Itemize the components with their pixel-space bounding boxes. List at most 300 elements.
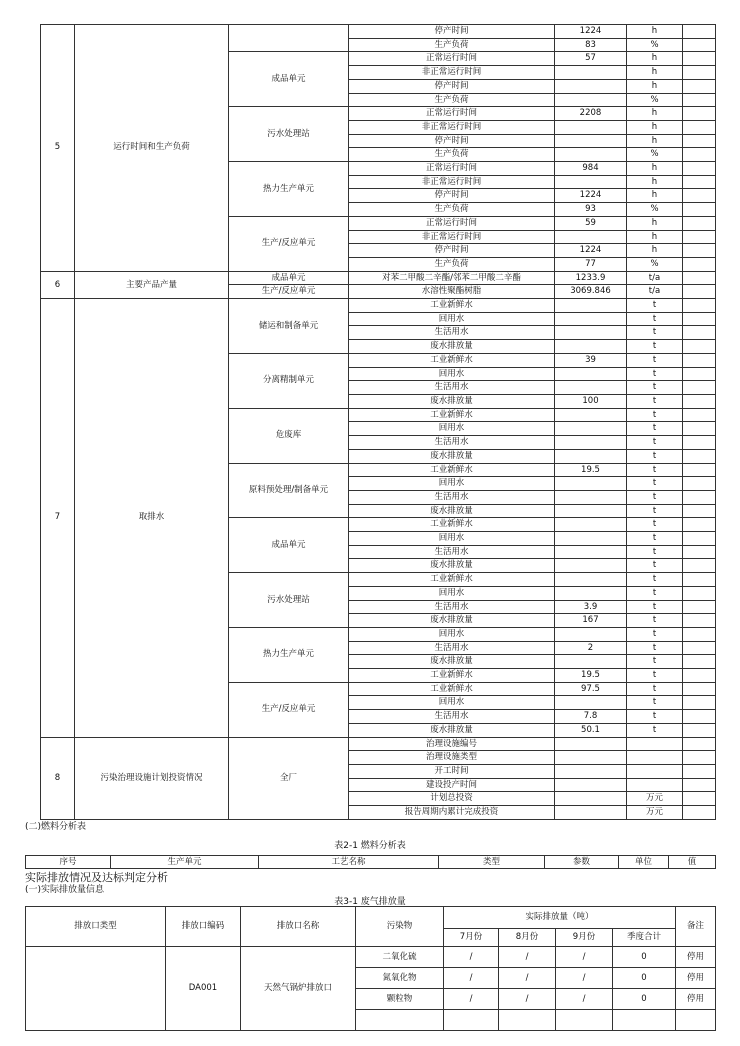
indicator-cell: 生活用水 (349, 710, 555, 724)
indicator-cell: 回用水 (349, 422, 555, 436)
unit-of-measure-cell: t (627, 299, 683, 313)
indicator-cell: 生活用水 (349, 545, 555, 559)
indicator-cell: 工业新鲜水 (349, 518, 555, 532)
table-row (41, 271, 716, 285)
note-cell (683, 545, 716, 559)
unit-of-measure-cell: t (627, 559, 683, 573)
note-cell (683, 682, 716, 696)
fuel-header-cell: 参数 (545, 856, 619, 869)
unit-of-measure-cell: t (627, 367, 683, 381)
indicator-cell: 非正常运行时间 (349, 175, 555, 189)
unit-of-measure-cell: 万元 (627, 806, 683, 820)
indicator-cell: 非正常运行时间 (349, 120, 555, 134)
seq-cell: 7 (41, 299, 75, 738)
emission-header-row-1 (26, 907, 716, 929)
unit-of-measure-cell: t (627, 326, 683, 340)
indicator-cell: 废水排放量 (349, 340, 555, 354)
indicator-cell: 废水排放量 (349, 504, 555, 518)
unit-of-measure-cell: t (627, 614, 683, 628)
note-cell (683, 737, 716, 751)
value-cell (555, 545, 627, 559)
fuel-analysis-table (25, 855, 716, 869)
note-cell (683, 66, 716, 80)
value-cell: 1224 (555, 244, 627, 258)
unit-cell: 热力生产单元 (229, 162, 349, 217)
value-cell: 50.1 (555, 723, 627, 737)
value-cell (555, 532, 627, 546)
unit-of-measure-cell: t (627, 436, 683, 450)
indicator-cell: 回用水 (349, 532, 555, 546)
unit-of-measure-cell: h (627, 216, 683, 230)
value-cell (555, 586, 627, 600)
unit-of-measure-cell: h (627, 175, 683, 189)
note-cell (683, 792, 716, 806)
indicator-cell: 停产时间 (349, 79, 555, 93)
note-cell (683, 669, 716, 683)
pollutant-cell: 二氧化硫 (356, 947, 444, 968)
indicator-cell: 生产负荷 (349, 257, 555, 271)
unit-of-measure-cell (627, 778, 683, 792)
unit-of-measure-cell: t (627, 504, 683, 518)
indicator-cell: 生产负荷 (349, 93, 555, 107)
indicator-cell: 停产时间 (349, 25, 555, 39)
unit-of-measure-cell: t (627, 641, 683, 655)
indicator-cell: 停产时间 (349, 189, 555, 203)
unit-of-measure-cell: t (627, 381, 683, 395)
unit-of-measure-cell: h (627, 52, 683, 66)
header-quarter-total: 季度合计 (613, 929, 676, 947)
unit-cell: 生产/反应单元 (229, 216, 349, 271)
unit-of-measure-cell: h (627, 66, 683, 80)
value-cell (555, 175, 627, 189)
month-9-cell: / (556, 989, 613, 1010)
fuel-table-caption: 表2-1 燃料分析表 (334, 841, 406, 851)
note-cell (683, 490, 716, 504)
value-cell (555, 312, 627, 326)
value-cell (555, 66, 627, 80)
unit-of-measure-cell: h (627, 162, 683, 176)
unit-cell (229, 25, 349, 52)
value-cell: 77 (555, 257, 627, 271)
note-cell (683, 52, 716, 66)
unit-of-measure-cell: h (627, 79, 683, 93)
indicator-cell: 生产负荷 (349, 203, 555, 217)
note-cell (683, 586, 716, 600)
pollutant-cell (356, 1010, 444, 1031)
value-cell (555, 449, 627, 463)
unit-of-measure-cell: t (627, 477, 683, 491)
indicator-cell: 工业新鲜水 (349, 408, 555, 422)
indicator-cell: 回用水 (349, 696, 555, 710)
note-cell (683, 79, 716, 93)
note-cell (683, 93, 716, 107)
value-cell: 1233.9 (555, 271, 627, 285)
emission-section-heading: 实际排放情况及达标判定分析 (25, 871, 168, 884)
note-cell (683, 299, 716, 313)
indicator-cell: 工业新鲜水 (349, 353, 555, 367)
value-cell (555, 367, 627, 381)
value-cell (555, 436, 627, 450)
month-7-cell: / (444, 968, 499, 989)
remark-cell (676, 1010, 716, 1031)
pollutant-cell: 颗粒物 (356, 989, 444, 1010)
value-cell (555, 518, 627, 532)
value-cell (555, 120, 627, 134)
indicator-cell: 正常运行时间 (349, 162, 555, 176)
month-9-cell: / (556, 968, 613, 989)
value-cell (555, 422, 627, 436)
value-cell (555, 737, 627, 751)
month-8-cell: / (499, 968, 556, 989)
month-7-cell: / (444, 947, 499, 968)
value-cell: 984 (555, 162, 627, 176)
unit-of-measure-cell: h (627, 134, 683, 148)
unit-of-measure-cell: t (627, 655, 683, 669)
value-cell: 7.8 (555, 710, 627, 724)
unit-of-measure-cell: t (627, 490, 683, 504)
unit-of-measure-cell (627, 751, 683, 765)
fuel-header-cell: 类型 (439, 856, 545, 869)
item-cell: 取排水 (75, 299, 229, 738)
outlet-type-cell (26, 947, 166, 1031)
unit-of-measure-cell: h (627, 107, 683, 121)
fuel-header-cell: 单位 (619, 856, 669, 869)
note-cell (683, 614, 716, 628)
value-cell (555, 299, 627, 313)
fuel-header-cell: 生产单元 (111, 856, 259, 869)
unit-of-measure-cell: % (627, 38, 683, 52)
unit-cell: 成品单元 (229, 52, 349, 107)
note-cell (683, 120, 716, 134)
note-cell (683, 710, 716, 724)
value-cell: 3.9 (555, 600, 627, 614)
indicator-cell: 治理设施编号 (349, 737, 555, 751)
header-month-8: 8月份 (499, 929, 556, 947)
note-cell (683, 655, 716, 669)
unit-cell: 原料预处理/制备单元 (229, 463, 349, 518)
value-cell: 93 (555, 203, 627, 217)
remark-cell: 停用 (676, 947, 716, 968)
note-cell (683, 504, 716, 518)
indicator-cell: 回用水 (349, 367, 555, 381)
header-outlet-type: 排放口类型 (26, 907, 166, 947)
indicator-cell: 废水排放量 (349, 394, 555, 408)
note-cell (683, 162, 716, 176)
note-cell (683, 244, 716, 258)
value-cell (555, 806, 627, 820)
table-row (41, 299, 716, 313)
emission-row (26, 947, 716, 968)
note-cell (683, 271, 716, 285)
note-cell (683, 751, 716, 765)
quarter-total-cell: 0 (613, 989, 676, 1010)
indicator-cell: 正常运行时间 (349, 107, 555, 121)
month-8-cell: / (499, 989, 556, 1010)
indicator-cell: 生活用水 (349, 326, 555, 340)
unit-of-measure-cell: h (627, 25, 683, 39)
value-cell: 1224 (555, 25, 627, 39)
indicator-cell: 停产时间 (349, 134, 555, 148)
note-cell (683, 394, 716, 408)
unit-of-measure-cell: % (627, 203, 683, 217)
value-cell (555, 93, 627, 107)
unit-of-measure-cell: % (627, 148, 683, 162)
note-cell (683, 367, 716, 381)
indicator-cell: 工业新鲜水 (349, 669, 555, 683)
indicator-cell: 工业新鲜水 (349, 682, 555, 696)
note-cell (683, 600, 716, 614)
value-cell (555, 778, 627, 792)
value-cell: 1224 (555, 189, 627, 203)
value-cell: 59 (555, 216, 627, 230)
note-cell (683, 353, 716, 367)
unit-of-measure-cell: h (627, 120, 683, 134)
value-cell (555, 134, 627, 148)
unit-of-measure-cell: h (627, 230, 683, 244)
quarter-total-cell (613, 1010, 676, 1031)
value-cell: 2208 (555, 107, 627, 121)
unit-of-measure-cell: t (627, 600, 683, 614)
note-cell (683, 449, 716, 463)
indicator-cell: 生活用水 (349, 600, 555, 614)
month-8-cell: / (499, 947, 556, 968)
unit-cell: 生产/反应单元 (229, 285, 349, 299)
unit-of-measure-cell: t (627, 710, 683, 724)
value-cell (555, 655, 627, 669)
note-cell (683, 230, 716, 244)
item-cell: 运行时间和生产负荷 (75, 25, 229, 272)
value-cell (555, 627, 627, 641)
note-cell (683, 723, 716, 737)
unit-of-measure-cell: h (627, 189, 683, 203)
unit-of-measure-cell: t (627, 669, 683, 683)
unit-of-measure-cell: t (627, 394, 683, 408)
month-9-cell: / (556, 947, 613, 968)
header-remark: 备注 (676, 907, 716, 947)
header-month-7: 7月份 (444, 929, 499, 947)
note-cell (683, 175, 716, 189)
value-cell (555, 696, 627, 710)
header-pollutant: 污染物 (356, 907, 444, 947)
unit-of-measure-cell (627, 764, 683, 778)
unit-of-measure-cell: t/a (627, 285, 683, 299)
emission-subheading: (一)实际排放量信息 (25, 885, 105, 895)
indicator-cell: 回用水 (349, 627, 555, 641)
indicator-cell: 正常运行时间 (349, 216, 555, 230)
indicator-cell: 正常运行时间 (349, 52, 555, 66)
table-row (41, 25, 716, 39)
header-actual-amount: 实际排放量（吨） (444, 907, 676, 929)
indicator-cell: 回用水 (349, 312, 555, 326)
note-cell (683, 532, 716, 546)
value-cell (555, 573, 627, 587)
unit-of-measure-cell: t (627, 627, 683, 641)
month-7-cell (444, 1010, 499, 1031)
indicator-cell: 非正常运行时间 (349, 230, 555, 244)
note-cell (683, 312, 716, 326)
note-cell (683, 38, 716, 52)
header-month-9: 9月份 (556, 929, 613, 947)
value-cell (555, 148, 627, 162)
fuel-table-header-row (26, 856, 716, 869)
note-cell (683, 189, 716, 203)
value-cell (555, 79, 627, 93)
remark-cell: 停用 (676, 989, 716, 1010)
note-cell (683, 203, 716, 217)
indicator-cell: 生产负荷 (349, 38, 555, 52)
note-cell (683, 408, 716, 422)
indicator-cell: 开工时间 (349, 764, 555, 778)
note-cell (683, 764, 716, 778)
unit-of-measure-cell: t (627, 696, 683, 710)
item-cell: 污染治理设施计划投资情况 (75, 737, 229, 819)
value-cell: 97.5 (555, 682, 627, 696)
unit-cell: 生产/反应单元 (229, 682, 349, 737)
unit-of-measure-cell: t (627, 408, 683, 422)
fuel-header-cell: 工艺名称 (259, 856, 439, 869)
outlet-name-cell: 天然气锅炉排放口 (241, 947, 356, 1031)
note-cell (683, 134, 716, 148)
unit-of-measure-cell: t (627, 545, 683, 559)
note-cell (683, 463, 716, 477)
value-cell (555, 504, 627, 518)
quarter-total-cell: 0 (613, 947, 676, 968)
indicator-cell: 非正常运行时间 (349, 66, 555, 80)
unit-of-measure-cell: t (627, 586, 683, 600)
unit-of-measure-cell: t (627, 312, 683, 326)
unit-cell: 成品单元 (229, 518, 349, 573)
emission-table-caption: 表3-1 废气排放量 (334, 897, 406, 907)
indicator-cell: 工业新鲜水 (349, 463, 555, 477)
note-cell (683, 778, 716, 792)
unit-of-measure-cell: t (627, 449, 683, 463)
table-row (41, 737, 716, 751)
note-cell (683, 257, 716, 271)
indicator-cell: 废水排放量 (349, 614, 555, 628)
indicator-cell: 生活用水 (349, 436, 555, 450)
value-cell: 19.5 (555, 669, 627, 683)
indicator-cell: 停产时间 (349, 244, 555, 258)
note-cell (683, 422, 716, 436)
value-cell (555, 490, 627, 504)
note-cell (683, 285, 716, 299)
unit-of-measure-cell: t (627, 723, 683, 737)
operation-info-table (40, 24, 716, 820)
unit-of-measure-cell: t (627, 353, 683, 367)
seq-cell: 8 (41, 737, 75, 819)
unit-cell: 储运和制备单元 (229, 299, 349, 354)
value-cell: 39 (555, 353, 627, 367)
value-cell (555, 751, 627, 765)
note-cell (683, 381, 716, 395)
value-cell (555, 477, 627, 491)
note-cell (683, 326, 716, 340)
unit-of-measure-cell: t (627, 532, 683, 546)
indicator-cell: 废水排放量 (349, 449, 555, 463)
note-cell (683, 806, 716, 820)
note-cell (683, 340, 716, 354)
indicator-cell: 治理设施类型 (349, 751, 555, 765)
outlet-code-cell: DA001 (166, 947, 241, 1031)
value-cell: 83 (555, 38, 627, 52)
note-cell (683, 559, 716, 573)
note-cell (683, 641, 716, 655)
unit-of-measure-cell: t (627, 518, 683, 532)
fuel-header-cell: 序号 (26, 856, 111, 869)
note-cell (683, 436, 716, 450)
value-cell (555, 559, 627, 573)
note-cell (683, 216, 716, 230)
fuel-section-heading: (二)燃料分析表 (25, 822, 87, 832)
note-cell (683, 627, 716, 641)
indicator-cell: 生活用水 (349, 641, 555, 655)
value-cell: 57 (555, 52, 627, 66)
value-cell (555, 764, 627, 778)
indicator-cell: 生活用水 (349, 381, 555, 395)
value-cell (555, 340, 627, 354)
value-cell (555, 792, 627, 806)
unit-of-measure-cell: 万元 (627, 792, 683, 806)
note-cell (683, 25, 716, 39)
waste-gas-emission-table (25, 906, 716, 1031)
indicator-cell: 生产负荷 (349, 148, 555, 162)
value-cell (555, 326, 627, 340)
indicator-cell: 废水排放量 (349, 655, 555, 669)
value-cell (555, 381, 627, 395)
note-cell (683, 477, 716, 491)
quarter-total-cell: 0 (613, 968, 676, 989)
indicator-cell: 生活用水 (349, 490, 555, 504)
value-cell (555, 408, 627, 422)
pollutant-cell: 氮氧化物 (356, 968, 444, 989)
value-cell: 167 (555, 614, 627, 628)
indicator-cell: 工业新鲜水 (349, 573, 555, 587)
unit-of-measure-cell (627, 737, 683, 751)
unit-of-measure-cell: % (627, 93, 683, 107)
value-cell: 2 (555, 641, 627, 655)
month-8-cell (499, 1010, 556, 1031)
note-cell (683, 696, 716, 710)
indicator-cell: 对苯二甲酸二辛酯/邻苯二甲酸二辛酯 (349, 271, 555, 285)
indicator-cell: 计划总投资 (349, 792, 555, 806)
indicator-cell: 报告周期内累计完成投资 (349, 806, 555, 820)
seq-cell: 6 (41, 271, 75, 298)
header-outlet-code: 排放口编码 (166, 907, 241, 947)
unit-cell: 热力生产单元 (229, 627, 349, 682)
unit-cell: 污水处理站 (229, 573, 349, 628)
unit-of-measure-cell: t (627, 422, 683, 436)
note-cell (683, 107, 716, 121)
value-cell: 3069.846 (555, 285, 627, 299)
item-cell: 主要产品产量 (75, 271, 229, 298)
indicator-cell: 工业新鲜水 (349, 299, 555, 313)
month-9-cell (556, 1010, 613, 1031)
unit-cell: 全厂 (229, 737, 349, 819)
value-cell: 19.5 (555, 463, 627, 477)
unit-of-measure-cell: t (627, 682, 683, 696)
value-cell: 100 (555, 394, 627, 408)
unit-of-measure-cell: t (627, 573, 683, 587)
unit-of-measure-cell: t (627, 463, 683, 477)
indicator-cell: 废水排放量 (349, 723, 555, 737)
unit-cell: 污水处理站 (229, 107, 349, 162)
indicator-cell: 回用水 (349, 477, 555, 491)
unit-cell: 危废库 (229, 408, 349, 463)
remark-cell: 停用 (676, 968, 716, 989)
month-7-cell: / (444, 989, 499, 1010)
indicator-cell: 废水排放量 (349, 559, 555, 573)
indicator-cell: 建设投产时间 (349, 778, 555, 792)
